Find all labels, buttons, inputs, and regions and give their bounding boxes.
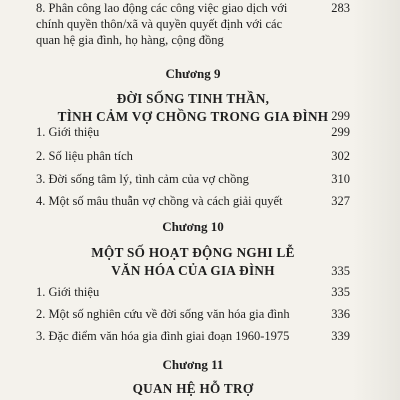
chapter-9-label: Chương 9	[165, 66, 221, 81]
toc-item-text: 3. Đời sống tâm lý, tình cảm của vợ chồng	[36, 172, 249, 186]
chapter-11-title-line1: QUAN HỆ HỖ TRỢ	[132, 381, 254, 396]
chapter-9-page: 299	[331, 109, 350, 123]
chapter-10-label: Chương 10	[162, 219, 224, 234]
toc-item-text: 3. Đặc điểm văn hóa gia đình giai đoạn 1960-1975	[36, 329, 290, 343]
page-edge-shadow	[352, 0, 400, 400]
toc-item-text: 1. Giới thiệu	[36, 285, 100, 299]
toc-item-page: 339	[331, 329, 350, 343]
toc-item-page: 335	[331, 285, 350, 299]
toc-item-text: 8. Phân công lao động các công việc giao dịch với chính quyền thôn/xã và quyền quyết định với các quan hệ gia đình, họ hàng, cộng đồng	[36, 1, 288, 47]
toc-item-page: 302	[331, 149, 350, 163]
toc-item-8	[36, 0, 350, 48]
toc-item	[36, 193, 350, 211]
toc-item	[36, 306, 350, 324]
toc-item-text: 2. Một số nghiên cứu về đời sống văn hóa gia đình	[36, 307, 290, 321]
toc-item-page: 299	[331, 125, 350, 139]
chapter-10-title-line2: VĂN HÓA CỦA GIA ĐÌNH	[111, 263, 275, 278]
toc-item	[36, 148, 350, 166]
chapter-10-page: 335	[331, 264, 350, 278]
toc-item-page: 310	[331, 172, 350, 186]
toc-item-text: 4. Một số mâu thuẫn vợ chồng và cách giải quyết	[36, 194, 283, 208]
chapter-9-title-line2: TÌNH CẢM VỢ CHỒNG TRONG GIA ĐÌNH	[57, 109, 329, 124]
chapter-9-title-line1: ĐỜI SỐNG TINH THẦN,	[116, 91, 270, 106]
toc-item-text: 1. Giới thiệu	[36, 125, 100, 139]
chapter-11-label: Chương 11	[162, 357, 224, 372]
toc-item-text: 2. Số liệu phân tích	[36, 149, 133, 163]
chapter-10-page-row	[36, 263, 350, 281]
toc-item-page: 283	[331, 1, 350, 15]
toc-item	[36, 328, 350, 346]
toc-item	[36, 284, 350, 302]
toc-item-page: 336	[331, 307, 350, 321]
chapter-11-title	[36, 380, 350, 398]
toc-item	[36, 171, 350, 189]
chapter-10-title-line1: MỘT SỐ HOẠT ĐỘNG NGHI LỄ	[91, 245, 295, 260]
toc-item	[36, 124, 350, 142]
toc-item-page: 327	[331, 194, 350, 208]
